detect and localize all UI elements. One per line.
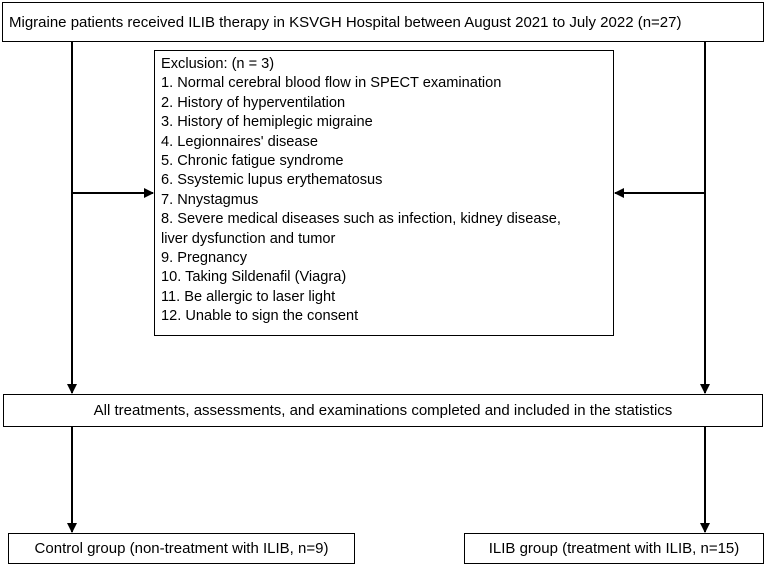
exclusion-item: 6. Ssystemic lupus erythematosus — [161, 172, 383, 189]
exclusion-item: 3. History of hemiplegic migraine — [161, 114, 373, 131]
exclusion-item: liver dysfunction and tumor — [161, 230, 336, 247]
exclusion-title: Exclusion: (n = 3) — [161, 56, 275, 72]
exclusion-item: 8. Severe medical diseases such as infection, kidney disease, — [161, 211, 561, 228]
exclusion-item: 7. Nnystagmus — [161, 191, 259, 208]
control-group-box — [8, 533, 355, 564]
exclusion-item: 10. Taking Sildenafil (Viagra) — [161, 269, 347, 286]
included-text: All treatments, assessments, and examinations completed and included in the statistics — [93, 402, 673, 419]
exclusion-item: 9. Pregnancy — [161, 250, 247, 267]
control-group-text: Control group (non-treatment with ILIB, n=9) — [34, 540, 329, 557]
exclusion-box — [154, 50, 614, 336]
exclusion-item: 11. Be allergic to laser light — [161, 288, 336, 305]
exclusion-item: 1. Normal cerebral blood flow in SPECT examination — [161, 75, 502, 92]
exclusion-item: 4. Legionnaires' disease — [161, 133, 318, 150]
ilib-group-box — [464, 533, 764, 564]
exclusion-item: 5. Chronic fatigue syndrome — [161, 153, 344, 170]
included-box — [3, 394, 763, 427]
exclusion-item: 12. Unable to sign the consent — [161, 308, 359, 325]
enrollment-box — [2, 2, 764, 42]
ilib-group-text: ILIB group (treatment with ILIB, n=15) — [488, 540, 740, 557]
exclusion-item: 2. History of hyperventilation — [161, 94, 346, 111]
enrollment-text: Migraine patients received ILIB therapy in KSVGH Hospital between August 2021 to July 2022 (n=27) — [9, 13, 682, 31]
